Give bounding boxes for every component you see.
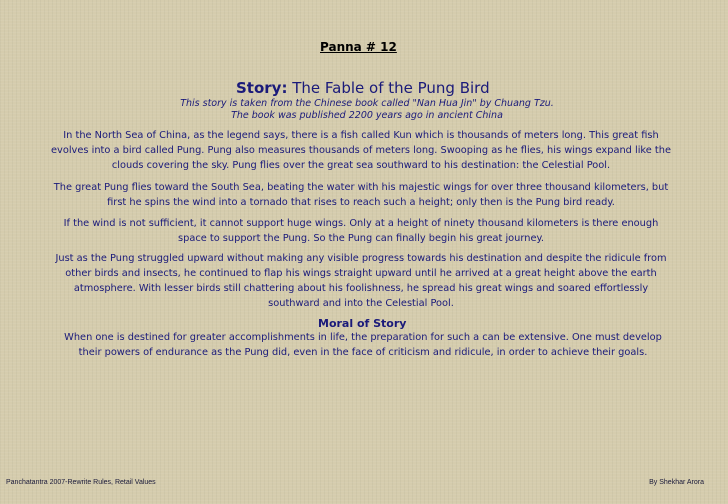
paragraph-3: If the wind is not sufficient, it cannot support huge wings. Only at a height of ninety thousand kilometers is there enough space to support the Pung. So the Pung can finally begin his great journey. (63, 218, 659, 244)
moral-title: Moral of Story (318, 317, 407, 330)
footer-right: By Shekhar Arora (649, 479, 704, 486)
panna-number: Panna # 12 (320, 40, 397, 54)
story-published-line: The book was published 2200 years ago in ancient China (231, 110, 503, 121)
story-title (236, 79, 490, 97)
paragraph-2: The great Pung flies toward the South Sea, beating the water with his majestic wings for over three thousand kilometers, but first he spins the wind into a tornado that rises to reach such a height; only then is the Pung bird ready. (53, 182, 669, 208)
story-source-line: This story is taken from the Chinese book called "Nan Hua Jin" by Chuang Tzu. (180, 98, 554, 109)
paragraph-1: In the North Sea of China, as the legend says, there is a fish called Kun which is thousands of meters long. This great fish evolves into a bird called Pung. Pung also measures thousands of meters long. Swooping as he flies, his wings expand like the clouds covering the sky. Pung flies over the great sea southward to his destination: the Celestial Pool. (51, 130, 671, 171)
story-label: Story: (236, 79, 288, 97)
footer-left: Panchatantra 2007-Rewrite Rules, Retail Values (6, 479, 156, 486)
moral-text: When one is destined for greater accomplishments in life, the preparation for such a can be extensive. One must develop their powers of endurance as the Pung did, even in the face of criticism and ridicule, in order to achieve their goals. (64, 332, 662, 358)
story-title-text: The Fable of the Pung Bird (292, 79, 490, 97)
paragraph-4: Just as the Pung struggled upward without making any visible progress towards his destination and despite the ridicule from other birds and insects, he continued to flap his wings straight upward until he arrived at a great height above the earth atmosphere. With lesser birds still chattering about his foolishness, he spread his great wings and soared effortlessly southward and into the Celestial Pool. (55, 253, 667, 309)
